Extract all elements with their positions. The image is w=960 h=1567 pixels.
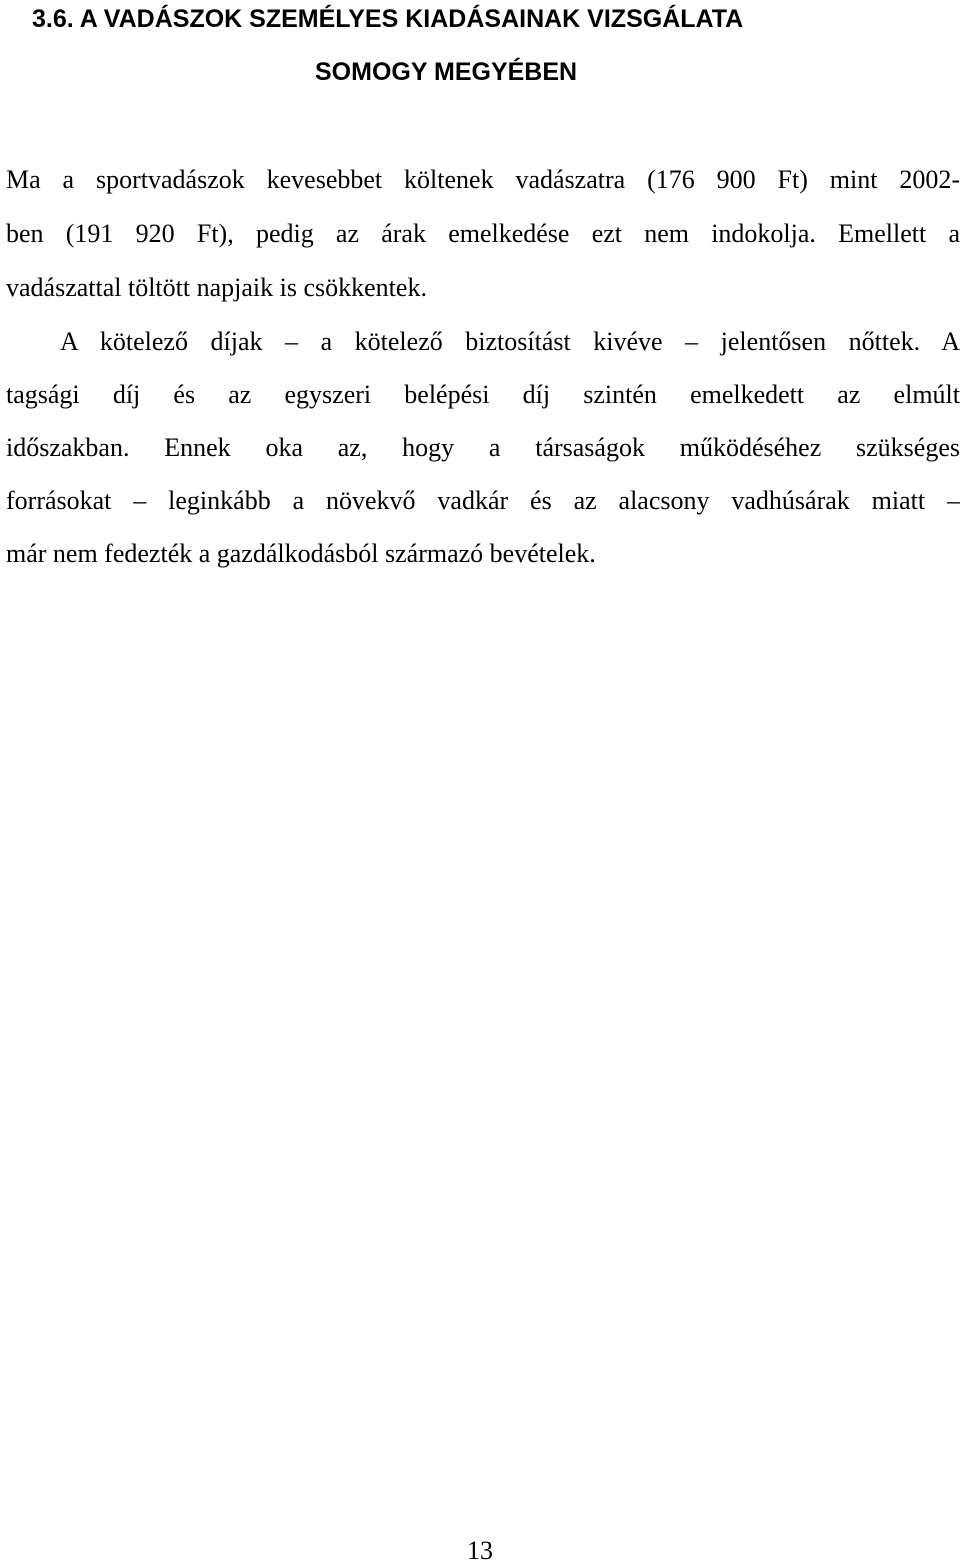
paragraph-line: vadászattal töltött napjaik is csökkentek. [6, 273, 427, 302]
section-heading-line-2: SOMOGY MEGYÉBEN [315, 58, 578, 86]
section-heading-line-1: 3.6. A VADÁSZOK SZEMÉLYES KIADÁSAINAK VIZSGÁLATA [32, 5, 744, 33]
paragraph-line: Ma a sportvadászok kevesebbet költenek vadászatra (176 900 Ft) mint 2002- [6, 165, 960, 194]
paragraph-line: A kötelező díjak – a kötelező biztosítást kivéve – jelentősen nőttek. A [60, 327, 960, 356]
paragraph-line: tagsági díj és az egyszeri belépési díj szintén emelkedett az elmúlt [6, 380, 960, 409]
paragraph-line: már nem fedezték a gazdálkodásból származó bevételek. [6, 539, 596, 568]
paragraph-line: időszakban. Ennek oka az, hogy a társaságok működéséhez szükséges [6, 433, 960, 462]
paragraph-line: ben (191 920 Ft), pedig az árak emelkedése ezt nem indokolja. Emellett a [6, 219, 960, 248]
paragraph-line: forrásokat – leginkább a növekvő vadkár és az alacsony vadhúsárak miatt – [6, 486, 960, 515]
page-number: 13 [467, 1536, 493, 1565]
